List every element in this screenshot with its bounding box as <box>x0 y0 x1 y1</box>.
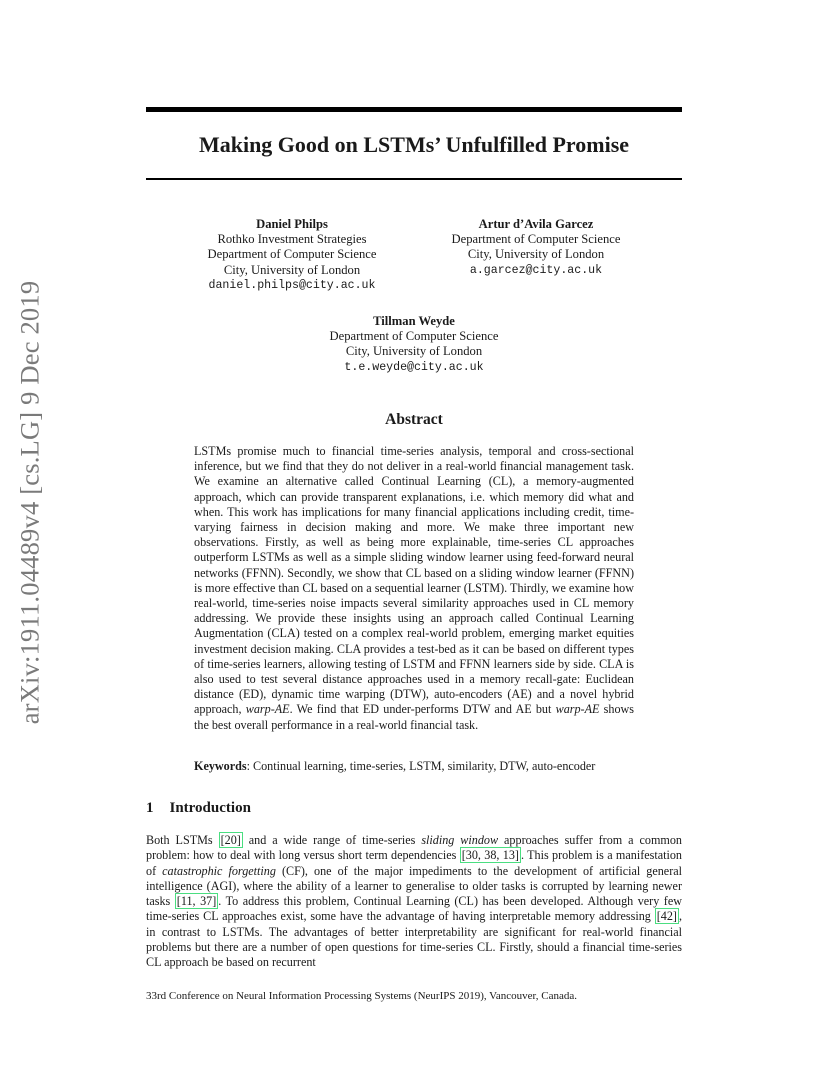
keywords-label: Keywords <box>194 759 247 773</box>
body-text: . To address this problem, Continual Learning (CL) has been developed. Although very few time-series CL approaches exist, some have the advantage of having interpretable memory addressing <box>146 894 683 924</box>
citation-link[interactable]: [30, 38, 13] <box>461 848 519 863</box>
abstract-text: shows the best overall performance in a real-world financial task. <box>194 702 635 732</box>
section-heading-introduction <box>146 800 251 817</box>
body-text: approaches suffer from a common problem: how to deal with long versus short term dependencies <box>146 833 682 863</box>
arxiv-identifier <box>8 280 52 724</box>
author-name: Tillman Weyde <box>373 314 455 328</box>
abstract-emphasis: warp-AE <box>555 702 600 717</box>
author-email: daniel.philps@city.ac.uk <box>208 278 376 292</box>
author-block-3 <box>314 314 514 375</box>
author-name: Artur d’Avila Garcez <box>478 217 594 231</box>
author-affiliation: Department of Computer Science <box>329 329 499 344</box>
body-emphasis: catastrophic forgetting <box>162 863 276 878</box>
body-text: and a wide range of time-series <box>242 833 422 847</box>
paper-title: Making Good on LSTMs’ Unfulfilled Promise <box>198 132 630 157</box>
author-affiliation: City, University of London <box>467 247 605 262</box>
section-number: 1 <box>146 800 154 816</box>
author-affiliation: Department of Computer Science <box>451 232 621 247</box>
author-affiliation: Department of Computer Science <box>207 247 377 262</box>
abstract-emphasis: warp-AE <box>245 702 290 717</box>
author-block-2 <box>432 217 640 278</box>
body-text: . This problem is a manifestation of <box>146 848 682 878</box>
body-text: (CF), one of the major impediments to the development of artificial general intelligence (AGI), where the ability of a learner to generalise to older tasks is corrupted by learning newer tasks <box>146 863 683 908</box>
author-name: Daniel Philps <box>256 217 328 231</box>
keywords <box>194 759 654 774</box>
body-text: Both LSTMs <box>146 833 219 847</box>
abstract-text: . We find that ED under-performs DTW and AE but <box>289 702 556 717</box>
arxiv-identifier-text: arXiv:1911.04489v4 [cs.LG] 9 Dec 2019 <box>14 280 45 724</box>
citation-link[interactable]: [11, 37] <box>176 894 217 908</box>
introduction-paragraph <box>146 833 682 970</box>
author-affiliation: City, University of London <box>345 344 483 359</box>
body-emphasis: sliding window <box>421 833 499 847</box>
body-text: , in contrast to LSTMs. The advantages of better interpretability are significant for real-world financial problems but there are a number of open questions for time-series CL. Firstly, should a financial time-series CL approach be based on recurrent <box>146 909 682 969</box>
section-title: Introduction <box>169 800 251 816</box>
author-email: t.e.weyde@city.ac.uk <box>344 360 484 374</box>
author-affiliation: City, University of London <box>223 262 361 277</box>
keywords-text: : Continual learning, time-series, LSTM, similarity, DTW, auto-encoder <box>246 759 596 773</box>
conference-footer: 33rd Conference on Neural Information Processing Systems (NeurIPS 2019), Vancouver, Canada. <box>146 990 578 1002</box>
citation-link[interactable]: [42] <box>656 909 677 924</box>
citation-link[interactable]: [20] <box>220 833 241 847</box>
abstract-heading: Abstract <box>385 411 443 428</box>
title-rule-top <box>146 107 682 112</box>
author-affiliation: Rothko Investment Strategies <box>217 232 367 247</box>
abstract-body <box>194 444 634 733</box>
abstract-text: LSTMs promise much to financial time-series analysis, temporal and cross-sectional inference, but we find that they do not deliver in a real-world financial management task. We examine an alternative called Continual Learning (CL), a memory-augmented approach, which can provide transparent explanations, i.e. which memory did what and when. This work has implications for many financial applications including credit, time-varying fairness in decision making and more. We make three important new observations. Firstly, as well as being more explainable, time-series CL approaches outperform LSTMs as well as a simple sliding window learner using feed-forward neural networks (FFNN). Secondly, we show that CL based on a sliding window learner (FFNN) is more effective than CL based on a sequential learner (LSTM). Thirdly, we examine how real-world, time-series noise impacts several similarity approaches used in CL memory addressing. We provide these insights using an approach called Continual Learning Augmentation (CLA) tested on a complex real-world problem, emerging market equities investment decision making. CLA provides a test-bed as it can be based on different types of time-series learners, allowing testing of LSTM and FFNN learners side by side. CLA is also used to test several distance approaches used in a memory recall-gate: Euclidean distance (ED), dynamic time warping (DTW), auto-encoders (AE) and a novel hybrid approach, <box>194 444 634 717</box>
title-rule-bottom <box>146 178 682 180</box>
author-email: a.garcez@city.ac.uk <box>469 263 603 277</box>
author-block-1 <box>196 217 388 293</box>
